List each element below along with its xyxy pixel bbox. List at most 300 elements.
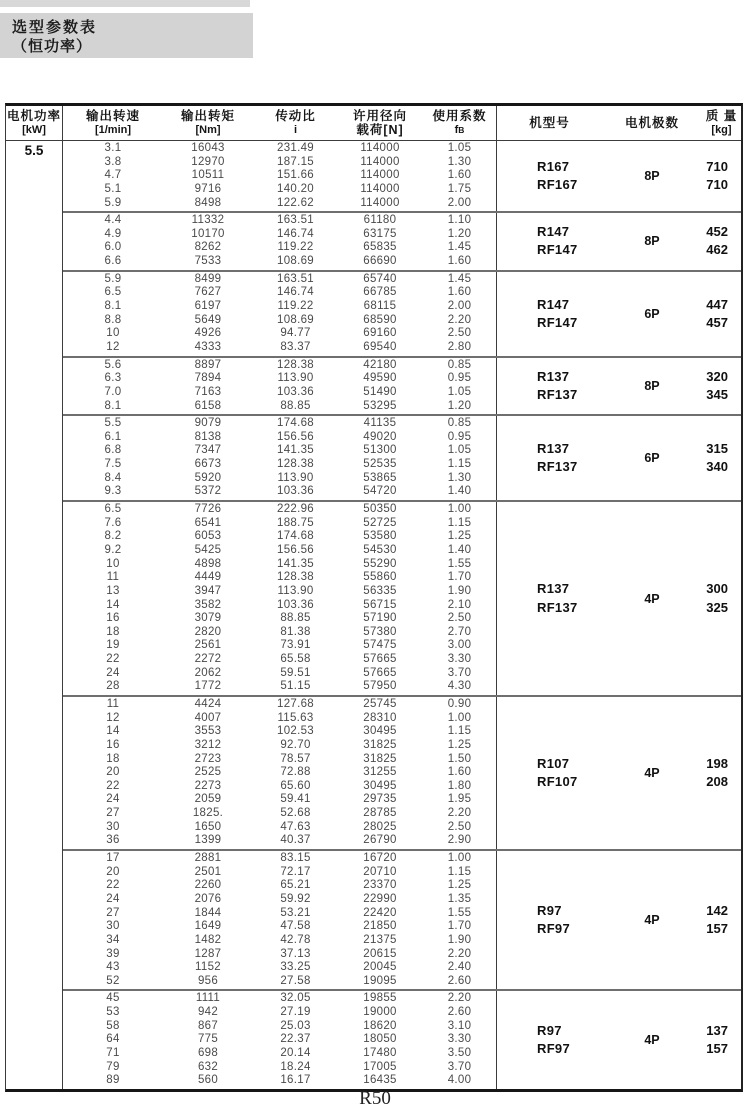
model-group: [63, 697, 741, 851]
table-cell: 22.37: [280, 1033, 311, 1046]
table-cell: 10511: [191, 169, 225, 182]
value-line: 142: [706, 903, 728, 919]
group-masses: [702, 296, 741, 332]
table-cell: 174.68: [277, 417, 314, 430]
table-cell: 13: [106, 584, 120, 597]
table-cell: 5372: [194, 485, 222, 498]
table-cell: 7163: [194, 385, 222, 398]
table-cell: 1.15: [447, 725, 472, 738]
header-radial-load-unit: 载荷[N]: [356, 123, 404, 137]
header-motor-power-label: 电机功率: [6, 109, 61, 124]
table-cell: 6197: [194, 300, 222, 313]
table-cell: 25.03: [280, 1019, 311, 1032]
group-model-info: [497, 416, 741, 500]
table-cell: 7.0: [104, 385, 122, 398]
table-cell: 16435: [363, 1074, 397, 1087]
table-cell: 11: [106, 697, 120, 710]
selection-parameter-table: [5, 103, 743, 1092]
header-service-factor-label: 使用系数: [432, 109, 487, 124]
table-cell: 0.95: [447, 372, 472, 385]
table-cell: 1.75: [447, 182, 472, 195]
table-cell: 5920: [194, 471, 222, 484]
table-cell: 57190: [363, 612, 397, 625]
table-cell: 8.4: [104, 471, 122, 484]
header-model: [497, 106, 602, 140]
table-cell: 1772: [194, 680, 222, 693]
group-masses: [702, 440, 741, 476]
table-cell: 4.00: [447, 1074, 472, 1087]
value-line: 447: [706, 296, 728, 312]
table-cell: 174.68: [277, 530, 314, 543]
table-cell: 72.88: [280, 766, 311, 779]
table-cell: 113.90: [277, 584, 314, 597]
table-row: [63, 599, 496, 613]
table-cell: 2.50: [447, 820, 472, 833]
table-cell: 1111: [195, 992, 221, 1005]
table-row: [63, 680, 496, 694]
table-row: [63, 879, 496, 893]
table-cell: 78.57: [280, 752, 311, 765]
table-cell: 3.00: [447, 639, 472, 652]
table-cell: 122.62: [277, 196, 314, 209]
value-line: RF137: [537, 459, 578, 475]
value-line: 710: [706, 158, 728, 174]
table-cell: 1.60: [447, 766, 472, 779]
table-cell: 188.75: [277, 516, 314, 529]
table-row: [63, 612, 496, 626]
table-cell: 16: [106, 738, 120, 751]
table-cell: 23370: [363, 879, 397, 892]
table-cell: 5649: [194, 313, 222, 326]
group-models: [497, 755, 602, 791]
table-cell: 8262: [194, 241, 222, 254]
table-row: [63, 314, 496, 328]
table-cell: 57380: [363, 625, 397, 638]
group-poles: 8P: [644, 234, 660, 249]
model-group: [63, 141, 741, 213]
table-cell: 141.35: [277, 444, 314, 457]
group-masses: [702, 223, 741, 259]
table-cell: 22420: [363, 906, 397, 919]
table-cell: 1.40: [447, 543, 472, 556]
table-cell: 0.85: [447, 417, 472, 430]
table-cell: 128.38: [277, 458, 314, 471]
header-motor-power-unit: [kW]: [22, 123, 46, 136]
table-cell: 58: [106, 1019, 120, 1032]
table-cell: 1.00: [447, 852, 472, 865]
table-cell: 19: [106, 639, 120, 652]
value-line: R107: [537, 755, 570, 771]
table-cell: 151.66: [277, 169, 314, 182]
table-cell: 1.90: [447, 933, 472, 946]
table-cell: 22990: [363, 892, 397, 905]
header-output-torque-label: 输出转矩: [180, 109, 235, 124]
value-line: RF97: [537, 1041, 570, 1057]
table-cell: 51300: [363, 444, 397, 457]
table-cell: 65835: [363, 241, 397, 254]
table-cell: 5425: [194, 543, 222, 556]
table-cell: 27: [106, 906, 120, 919]
table-cell: 56715: [363, 598, 397, 611]
table-cell: 6.5: [104, 503, 122, 516]
table-cell: 42180: [363, 358, 397, 371]
table-cell: 49020: [363, 430, 397, 443]
table-cell: 114000: [360, 142, 400, 154]
table-row: [63, 444, 496, 458]
table-cell: 1.20: [447, 399, 472, 412]
table-cell: 1.40: [447, 485, 472, 498]
table-cell: 632: [197, 1060, 219, 1073]
table-cell: 81.38: [280, 625, 311, 638]
group-model-info: [497, 358, 741, 415]
table-cell: 114000: [360, 169, 400, 182]
table-cell: 72.17: [280, 865, 311, 878]
table-row: [63, 286, 496, 300]
table-row: [63, 793, 496, 807]
table-cell: 2.60: [447, 974, 472, 987]
group-masses: [702, 755, 741, 791]
table-cell: 17005: [363, 1060, 397, 1073]
table-cell: 64: [106, 1033, 120, 1046]
group-models: [497, 223, 602, 259]
header-mass-unit: [kg]: [711, 123, 732, 136]
table-cell: 8498: [194, 196, 222, 209]
table-cell: 1.70: [447, 571, 472, 584]
table-row: [63, 417, 496, 431]
table-cell: 26790: [363, 834, 397, 847]
header-ratio: [253, 106, 338, 140]
table-cell: 88.85: [280, 612, 311, 625]
table-cell: 28310: [363, 711, 397, 724]
table-cell: 2881: [194, 852, 222, 865]
table-cell: 24: [106, 892, 120, 905]
table-row: [63, 544, 496, 558]
table-cell: 14: [106, 725, 120, 738]
table-cell: 30: [106, 820, 120, 833]
header-model-label: 机型号: [529, 115, 570, 130]
table-cell: 12: [106, 340, 120, 353]
table-row: [63, 766, 496, 780]
header-output-speed: [63, 106, 163, 140]
table-row: [63, 400, 496, 414]
header-motor-power: [6, 106, 63, 140]
table-cell: 16.17: [280, 1074, 311, 1087]
table-row: [63, 214, 496, 228]
table-cell: 956: [197, 974, 219, 987]
table-cell: 17480: [363, 1047, 397, 1059]
table-cell: 10: [106, 327, 120, 340]
table-cell: 108.69: [277, 255, 314, 268]
table-cell: 18050: [363, 1033, 397, 1046]
table-cell: 2.50: [447, 327, 472, 340]
table-cell: 7347: [194, 444, 222, 457]
table-cell: 57475: [363, 639, 397, 652]
table-cell: 65.58: [280, 653, 311, 666]
table-cell: 53295: [363, 399, 397, 412]
table-cell: 3.1: [104, 142, 122, 154]
table-cell: 28785: [363, 807, 397, 820]
table-cell: 18: [106, 625, 120, 638]
model-group: [63, 991, 741, 1088]
table-cell: 31825: [363, 738, 397, 751]
table-cell: 59.51: [280, 666, 311, 679]
table-row: [63, 807, 496, 821]
table-cell: 16: [106, 612, 120, 625]
table-cell: 1.90: [447, 584, 472, 597]
table-cell: 140.20: [277, 182, 314, 195]
table-cell: 2059: [194, 793, 222, 806]
table-cell: 4.9: [104, 227, 122, 240]
table-cell: 12970: [191, 155, 225, 168]
table-cell: 1.60: [447, 286, 472, 299]
group-model-info: [497, 213, 741, 270]
model-group: [63, 502, 741, 697]
table-cell: 1.30: [447, 471, 472, 484]
table-row: [63, 386, 496, 400]
table-cell: 66690: [363, 255, 397, 268]
table-cell: 8897: [194, 358, 222, 371]
table-row: [63, 273, 496, 287]
table-cell: 1152: [195, 961, 221, 974]
table-row: [63, 517, 496, 531]
table-cell: 2273: [194, 779, 222, 792]
group-models: [497, 440, 602, 476]
group-models: [497, 368, 602, 404]
table-cell: 1.80: [447, 779, 472, 792]
table-cell: 63175: [363, 227, 397, 240]
table-cell: 50350: [363, 503, 397, 516]
header-ratio-label: 传动比: [275, 109, 316, 124]
group-masses: [702, 902, 741, 938]
table-cell: 4.30: [447, 680, 472, 693]
group-rows: [63, 141, 497, 211]
table-cell: 5.1: [104, 182, 122, 195]
table-cell: 79: [106, 1060, 120, 1073]
group-model-info: [497, 272, 741, 356]
table-cell: 22: [106, 779, 120, 792]
table-cell: 20: [106, 766, 120, 779]
table-cell: 3.10: [447, 1019, 472, 1032]
table-cell: 1.70: [447, 920, 472, 933]
table-cell: 69160: [363, 327, 397, 340]
table-cell: 12: [106, 711, 120, 724]
table-row: [63, 934, 496, 948]
table-cell: 53.21: [280, 906, 311, 919]
value-line: R137: [537, 440, 570, 456]
table-cell: 1482: [194, 933, 222, 946]
value-line: 710: [706, 177, 728, 193]
table-cell: 2561: [194, 639, 222, 652]
table-cell: 108.69: [277, 313, 314, 326]
table-cell: 1.30: [447, 155, 472, 168]
value-line: 300: [706, 581, 728, 597]
table-cell: 3.50: [447, 1047, 472, 1059]
table-cell: 32.05: [280, 992, 311, 1005]
table-cell: 2723: [194, 752, 222, 765]
table-cell: 867: [197, 1019, 219, 1032]
group-models: [497, 902, 602, 938]
table-cell: 102.53: [277, 725, 314, 738]
table-row: [63, 821, 496, 835]
table-cell: 5.5: [104, 417, 122, 430]
table-cell: 1.60: [447, 255, 472, 268]
table-cell: 19095: [363, 974, 397, 987]
group-masses: [702, 368, 741, 404]
header-data-columns: [63, 106, 497, 140]
table-cell: 2272: [194, 653, 222, 666]
table-cell: 18.24: [280, 1060, 311, 1073]
table-cell: 89: [106, 1074, 120, 1087]
table-cell: 2.50: [447, 612, 472, 625]
table-row: [63, 948, 496, 962]
table-cell: 119.22: [277, 300, 314, 313]
value-line: RF147: [537, 242, 578, 258]
value-line: 320: [706, 368, 728, 384]
table-cell: 1.55: [447, 906, 472, 919]
table-cell: 1.10: [447, 214, 472, 227]
table-cell: 0.90: [447, 697, 472, 710]
table-cell: 6541: [194, 516, 222, 529]
table-cell: 27: [106, 807, 120, 820]
table-cell: 33.25: [280, 961, 311, 974]
table-cell: 114000: [360, 182, 400, 195]
table-row: [63, 753, 496, 767]
section-title-box: [0, 13, 253, 58]
table-cell: 43: [106, 961, 120, 974]
table-cell: 2.10: [447, 598, 472, 611]
table-row: [63, 975, 496, 989]
table-cell: 24: [106, 793, 120, 806]
value-line: 198: [706, 755, 728, 771]
table-cell: 231.49: [277, 142, 314, 154]
table-cell: 6.1: [104, 430, 122, 443]
table-cell: 1.95: [447, 793, 472, 806]
table-cell: 53865: [363, 471, 397, 484]
table-cell: 30495: [363, 725, 397, 738]
table-cell: 1.60: [447, 169, 472, 182]
table-cell: 1.00: [447, 503, 472, 516]
table-cell: 71: [106, 1047, 120, 1059]
table-body-groups: [63, 141, 741, 1089]
table-cell: 66785: [363, 286, 397, 299]
table-row: [63, 667, 496, 681]
table-cell: 61180: [363, 214, 397, 227]
table-cell: 187.15: [277, 155, 314, 168]
table-cell: 14: [106, 598, 120, 611]
table-cell: 113.90: [277, 372, 314, 385]
table-cell: 52535: [363, 458, 397, 471]
top-decoration-bar: [0, 0, 250, 7]
table-cell: 1.05: [447, 385, 472, 398]
table-cell: 6053: [194, 530, 222, 543]
table-cell: 115.63: [277, 711, 314, 724]
header-service-factor-unit: [455, 124, 465, 137]
table-cell: 8499: [194, 272, 222, 285]
table-row: [63, 1061, 496, 1075]
table-cell: 114000: [360, 155, 400, 168]
table-cell: 103.36: [277, 598, 314, 611]
table-cell: 57665: [363, 666, 397, 679]
table-cell: 560: [197, 1074, 219, 1087]
value-line: 457: [706, 314, 728, 330]
value-line: R97: [537, 903, 562, 919]
table-cell: 31255: [363, 766, 397, 779]
table-cell: 5.6: [104, 358, 122, 371]
table-cell: 30495: [363, 779, 397, 792]
table-row: [63, 156, 496, 170]
model-group: [63, 416, 741, 502]
table-cell: 128.38: [277, 571, 314, 584]
group-rows: [63, 272, 497, 356]
table-cell: 1.05: [447, 142, 472, 154]
table-cell: 7533: [194, 255, 222, 268]
table-cell: 2.40: [447, 961, 472, 974]
table-cell: 1.15: [447, 458, 472, 471]
table-cell: 9.2: [104, 543, 122, 556]
table-cell: 65.60: [280, 779, 311, 792]
value-line: 345: [706, 386, 728, 402]
header-radial-load: [338, 106, 422, 140]
header-output-speed-label: 输出转速: [85, 109, 140, 124]
table-cell: 19000: [363, 1006, 397, 1019]
value-line: 137: [706, 1022, 728, 1038]
group-masses: [702, 1022, 741, 1058]
table-cell: 29735: [363, 793, 397, 806]
model-group: [63, 213, 741, 272]
header-service-factor: [422, 106, 497, 140]
group-rows: [63, 991, 497, 1088]
table-cell: 40.37: [280, 834, 311, 847]
value-line: 157: [706, 921, 728, 937]
table-cell: 6.3: [104, 372, 122, 385]
table-cell: 7726: [194, 503, 222, 516]
table-cell: 83.15: [280, 852, 311, 865]
group-poles: 4P: [644, 591, 660, 606]
table-cell: 28025: [363, 820, 397, 833]
table-row: [63, 739, 496, 753]
table-cell: 156.56: [277, 430, 314, 443]
table-cell: 11332: [191, 214, 225, 227]
header-mass-label: 质 量: [705, 109, 738, 124]
table-cell: 1.15: [447, 516, 472, 529]
table-row: [63, 893, 496, 907]
table-cell: 4.7: [104, 169, 122, 182]
table-cell: 10170: [191, 227, 225, 240]
model-group: [63, 851, 741, 991]
table-cell: 3212: [194, 738, 222, 751]
table-cell: 2.20: [447, 807, 472, 820]
table-cell: 5.9: [104, 196, 122, 209]
group-models: [497, 158, 602, 194]
group-poles: 4P: [644, 913, 660, 928]
table-row: [63, 241, 496, 255]
table-cell: 65.21: [280, 879, 311, 892]
table-cell: 37.13: [280, 947, 311, 960]
table-row: [63, 585, 496, 599]
value-line: 340: [706, 459, 728, 475]
group-rows: [63, 213, 497, 270]
table-cell: 16043: [191, 142, 225, 154]
table-row: [63, 852, 496, 866]
table-cell: 2.70: [447, 625, 472, 638]
group-rows: [63, 416, 497, 500]
table-cell: 127.68: [277, 697, 314, 710]
table-cell: 1287: [194, 947, 222, 960]
table-row: [63, 626, 496, 640]
table-cell: 8.1: [104, 399, 122, 412]
table-cell: 51490: [363, 385, 397, 398]
table-row: [63, 142, 496, 156]
